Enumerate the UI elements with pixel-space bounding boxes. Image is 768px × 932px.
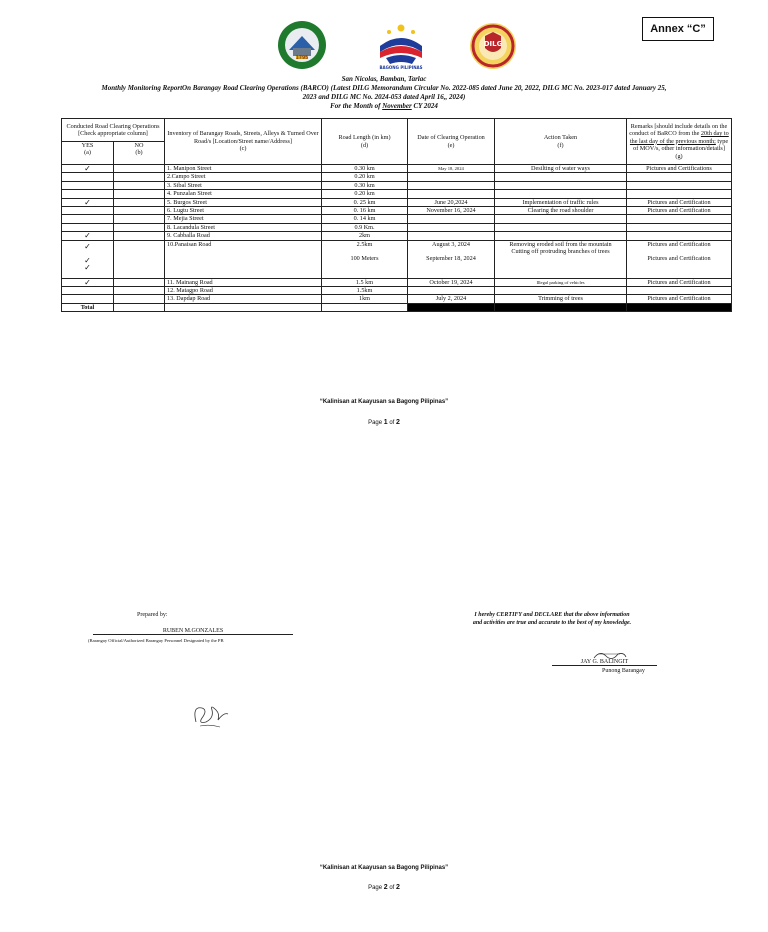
total-black-cell — [627, 303, 732, 311]
remarks-cell — [627, 173, 732, 181]
length-cell: 0.30 km — [322, 181, 408, 189]
remarks-a: Pictures and Certification — [647, 240, 711, 248]
action-cell — [495, 173, 627, 181]
total-road-cell — [165, 303, 322, 311]
date-cell — [408, 181, 495, 189]
no-header — [114, 142, 165, 165]
remarks-cell: Pictures and Certification — [627, 295, 732, 303]
table-row — [62, 190, 732, 198]
action-b: Cutting off protruding branches of trees — [511, 248, 610, 256]
yes-cell: ✓ — [62, 278, 114, 286]
prepared-by-label: Prepared by: — [137, 612, 168, 618]
date-cell: October 19, 2024 — [408, 278, 495, 286]
action-cell — [495, 181, 627, 189]
road-cell: 6. Lugtu Street — [165, 207, 322, 215]
yes-cell: ✓ — [62, 165, 114, 173]
date-b: September 18, 2024 — [426, 255, 476, 263]
date-cell — [408, 223, 495, 231]
action-label: Action Taken — [543, 134, 578, 142]
page-prefix: Page — [368, 885, 384, 891]
page-of: of — [387, 420, 397, 426]
remarks-cell — [627, 223, 732, 231]
road-cell: 13. Dapdap Road — [165, 295, 322, 303]
road-cell: 10.Panaisan Road — [165, 240, 322, 278]
date-cell: November 16, 2024 — [408, 207, 495, 215]
no-label: NO — [134, 142, 144, 149]
remarks-cell: Pictures and Certification — [627, 278, 732, 286]
table-row — [62, 173, 732, 181]
no-cell — [114, 278, 165, 286]
remarks-underlined: 20th day to the last day of the previous month; — [629, 130, 729, 145]
length-cell — [322, 240, 408, 278]
remarks-cell — [627, 190, 732, 198]
inventory-header — [165, 119, 322, 165]
date-code: (e) — [447, 141, 455, 149]
action-cell — [495, 223, 627, 231]
table-row — [62, 287, 732, 295]
table-row — [62, 181, 732, 189]
action-cell — [495, 287, 627, 295]
annex-label: Annex “C” — [642, 17, 714, 41]
table-row — [62, 295, 732, 303]
page-num: 2 — [383, 884, 388, 891]
table-row — [62, 198, 732, 206]
no-cell — [114, 295, 165, 303]
yes-header — [62, 142, 114, 165]
yes-label: YES — [81, 142, 94, 149]
seal-year: 1795 — [295, 55, 309, 61]
road-cell: 9. Cabballa Road — [165, 232, 322, 240]
total-length-cell — [322, 303, 408, 311]
yes-cell — [62, 207, 114, 215]
barangay-seal-logo — [277, 20, 327, 70]
length-cell: 0.20 km — [322, 190, 408, 198]
action-cell: Trimming of trees — [495, 295, 627, 303]
no-cell — [114, 240, 165, 278]
no-cell — [114, 215, 165, 223]
inventory-label: Inventory of Barangay Roads, Streets, Alleys & Turned Over Road/s [Location/Street name/Address] — [167, 130, 319, 145]
action-cell: Illegal parking of vehicles — [495, 278, 627, 286]
bagong-pilipinas-logo — [376, 20, 426, 70]
dilg-text: DILG — [483, 40, 503, 48]
remarks-cell — [627, 240, 732, 278]
signature-ruben-gonzales — [190, 700, 232, 730]
certify-line1: I hereby CERTIFY and DECLARE that the above information — [474, 612, 630, 618]
remarks-cell: Pictures and Certifications — [627, 165, 732, 173]
no-cell — [114, 181, 165, 189]
action-code: (f) — [557, 141, 564, 149]
date-cell: June 20,2024 — [408, 198, 495, 206]
yes-cell: ✓ — [62, 232, 114, 240]
dilg-logo — [469, 22, 517, 70]
length-cell: 0.9 Km. — [322, 223, 408, 231]
length-cell: 1.5 km — [322, 278, 408, 286]
length-cell: 2km — [322, 232, 408, 240]
road-cell: 3. Sibal Street — [165, 181, 322, 189]
remarks-header — [627, 119, 732, 165]
yes-cell — [62, 181, 114, 189]
remarks-cell: Pictures and Certification — [627, 207, 732, 215]
date-cell — [408, 190, 495, 198]
prepared-by-position: (Barangay Official/Authorized Barangay Personnel Designated by the PB — [88, 638, 224, 643]
table-row — [62, 240, 732, 278]
total-label: Total — [62, 303, 114, 311]
road-cell: 2.Campo Street — [165, 173, 322, 181]
remarks-label-2: type of MOV/s, other information/details] — [633, 137, 729, 153]
month-value: November — [382, 102, 412, 110]
yes-cell — [62, 287, 114, 295]
no-cell — [114, 165, 165, 173]
length-a: 2.5km — [356, 240, 373, 248]
yes-cell: ✓ — [62, 198, 114, 206]
date-label: Date of Clearing Operation — [417, 134, 485, 142]
remarks-cell — [627, 287, 732, 295]
action-cell — [495, 190, 627, 198]
date-cell — [408, 232, 495, 240]
action-cell — [495, 232, 627, 240]
action-cell: Desilting of water ways — [495, 165, 627, 173]
road-cell: 12. Matagpo Road — [165, 287, 322, 295]
length-cell: 0. 14 km — [322, 215, 408, 223]
header-title-line1: Monthly Monitoring ReportOn Barangay Road Clearing Operations (BARCO) (Latest DILG Memorandum Circular No. 2022-085 dated June 20, 2022, DILG MC No. 2023-017 dated January 25, — [101, 84, 667, 92]
date-cell: May 18, 2024 — [408, 165, 495, 173]
barco-table — [61, 118, 732, 312]
no-cell — [114, 223, 165, 231]
header-month — [0, 102, 768, 111]
action-cell: Implementation of traffic rules — [495, 198, 627, 206]
length-cell: 0.20 km — [322, 173, 408, 181]
table-row — [62, 223, 732, 231]
prepared-by-name: RUBEN M.GONZALES — [93, 628, 293, 635]
yes-cell — [62, 215, 114, 223]
no-cell — [114, 198, 165, 206]
length-cell: 1km — [322, 295, 408, 303]
date-cell — [408, 240, 495, 278]
remarks-cell: Pictures and Certification — [627, 198, 732, 206]
length-cell: 0. 16 km — [322, 207, 408, 215]
remarks-b: Pictures and Certification — [647, 255, 711, 263]
action-a: Removing eroded soil from the mountain — [509, 240, 612, 248]
length-b: 100 Meters — [350, 255, 379, 263]
length-header — [322, 119, 408, 165]
page-prefix: Page — [368, 420, 384, 426]
action-cell: Clearing the road shoulder — [495, 207, 627, 215]
yes-cell: ✓ ✓ ✓ — [62, 240, 114, 278]
length-label: Road Length (in km) — [338, 134, 391, 142]
date-cell — [408, 173, 495, 181]
date-header — [408, 119, 495, 165]
yes-cell — [62, 295, 114, 303]
length-cell: 0. 25 km — [322, 198, 408, 206]
inventory-code: (c) — [239, 145, 247, 153]
remarks-code: (g) — [675, 152, 683, 160]
certify-position: Punong Barangay — [602, 668, 645, 674]
action-cell — [495, 215, 627, 223]
total-black-cell — [495, 303, 627, 311]
road-cell: 11. Mainang Road — [165, 278, 322, 286]
conducted-label: Conducted Road Clearing Operations — [66, 122, 160, 130]
month-prefix: For the Month of — [330, 102, 383, 110]
yes-cell — [62, 173, 114, 181]
remarks-cell — [627, 215, 732, 223]
page-of: of — [387, 885, 397, 891]
motto-page1: “Kalinisan at Kaayusan sa Bagong Pilipinas” — [319, 399, 449, 405]
header-title-line2: 2023 and DILG MC No. 2024-053 dated April 16,, 2024) — [302, 93, 466, 101]
table-row — [62, 165, 732, 173]
length-cell: 1.5km — [322, 287, 408, 295]
header-location: San Nicolas, Bamban, Tarlac — [341, 75, 427, 83]
no-cell — [114, 190, 165, 198]
remarks-label-1: Remarks [should include details on the conduct of BaRCO from the — [629, 122, 728, 138]
no-cell — [114, 287, 165, 295]
no-cell — [114, 207, 165, 215]
action-header — [495, 119, 627, 165]
date-cell — [408, 287, 495, 295]
page-total: 2 — [396, 419, 400, 426]
remarks-cell — [627, 181, 732, 189]
road-cell: 7. Mejia Street — [165, 215, 322, 223]
date-cell — [408, 215, 495, 223]
table-row — [62, 278, 732, 286]
conducted-header — [62, 119, 165, 142]
table-row — [62, 215, 732, 223]
road-cell: 5. Burgos Street — [165, 198, 322, 206]
date-cell: July 2, 2024 — [408, 295, 495, 303]
bagong-pilipinas-text: BAGONG PILIPINAS — [379, 65, 423, 70]
yes-cell — [62, 190, 114, 198]
road-cell: 4. Punzalan Street — [165, 190, 322, 198]
certify-name: JAY G. BALINGIT — [552, 659, 657, 666]
total-row — [62, 303, 732, 311]
no-code: (b) — [135, 149, 143, 157]
check-label: [Check appropriate column] — [78, 130, 148, 137]
table-row — [62, 207, 732, 215]
length-code: (d) — [360, 141, 369, 149]
length-cell: 0.30 km — [322, 165, 408, 173]
page-total: 2 — [396, 884, 400, 891]
road-cell: 8. Lacandula Street — [165, 223, 322, 231]
certify-line2: and activities are true and accurate to the best of my knowledge. — [472, 620, 632, 626]
yes-code: (a) — [84, 149, 91, 157]
page-number-2 — [0, 884, 768, 891]
month-suffix: CY 2024 — [411, 102, 438, 110]
no-cell — [114, 173, 165, 181]
header-row-1 — [62, 119, 732, 142]
motto-page2: “Kalinisan at Kaayusan sa Bagong Pilipinas” — [319, 865, 449, 871]
date-a: August 3, 2024 — [432, 240, 470, 248]
road-cell: 1. Manipon Street — [165, 165, 322, 173]
total-no-cell — [114, 303, 165, 311]
page-number-1 — [0, 419, 768, 426]
remarks-cell — [627, 232, 732, 240]
table-row — [62, 232, 732, 240]
total-black-cell — [408, 303, 495, 311]
page-num: 1 — [383, 419, 388, 426]
action-cell — [495, 240, 627, 278]
no-cell — [114, 232, 165, 240]
